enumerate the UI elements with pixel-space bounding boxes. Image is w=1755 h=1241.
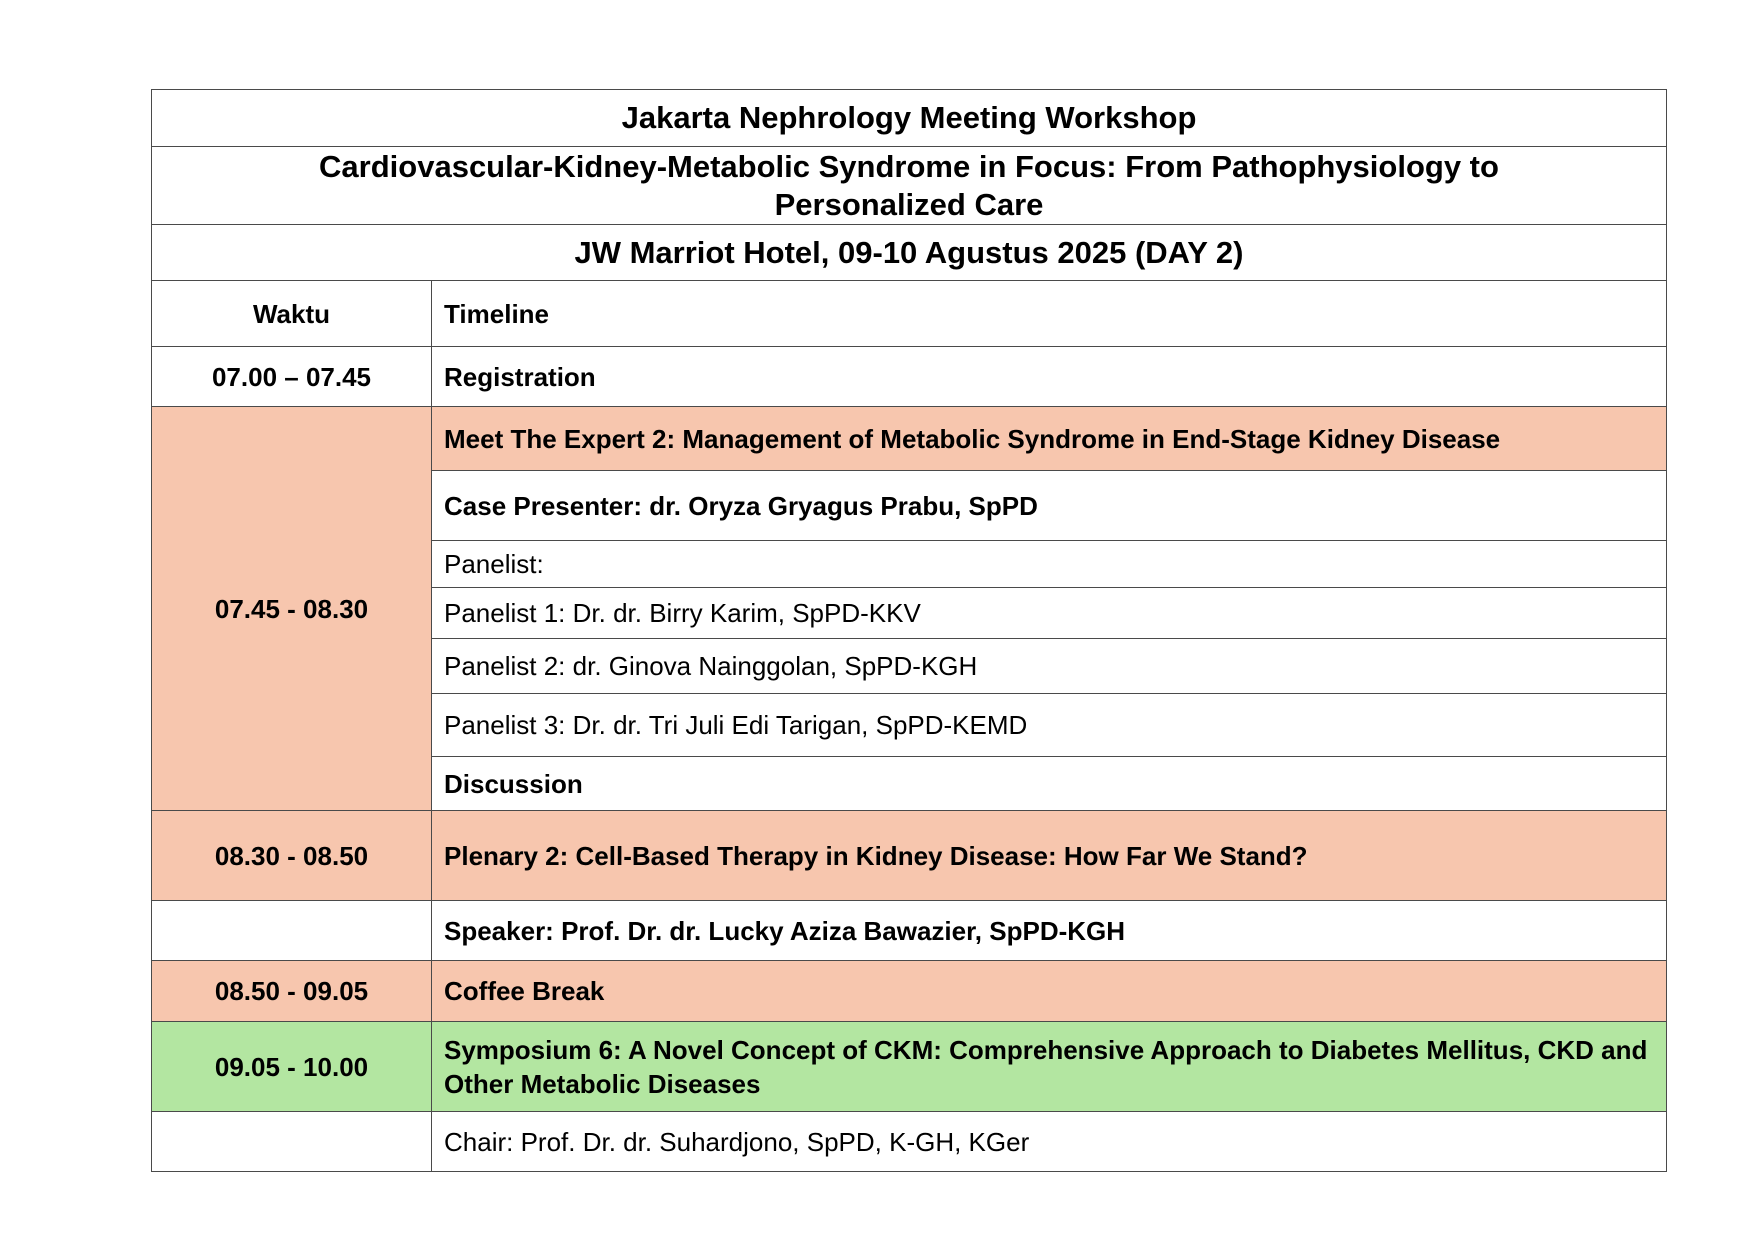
table-row bbox=[152, 1022, 1667, 1112]
time-cell-empty bbox=[152, 1112, 432, 1172]
session-coffee-break: Coffee Break bbox=[432, 961, 1667, 1022]
case-presenter: Case Presenter: dr. Oryza Gryagus Prabu, SpPD bbox=[432, 471, 1667, 541]
venue-row bbox=[152, 225, 1667, 281]
workshop-title: Jakarta Nephrology Meeting Workshop bbox=[152, 90, 1667, 147]
column-header-row bbox=[152, 281, 1667, 347]
discussion: Discussion bbox=[432, 757, 1667, 811]
table-row bbox=[152, 811, 1667, 901]
column-header-timeline: Timeline bbox=[432, 281, 1667, 347]
table-row bbox=[152, 961, 1667, 1022]
panelist-heading: Panelist: bbox=[432, 541, 1667, 588]
table-row bbox=[152, 347, 1667, 407]
column-header-time: Waktu bbox=[152, 281, 432, 347]
venue-date: JW Marriot Hotel, 09-10 Agustus 2025 (DAY 2) bbox=[152, 225, 1667, 281]
schedule-table bbox=[151, 89, 1667, 1172]
plenary-speaker: Speaker: Prof. Dr. dr. Lucky Aziza Bawazier, SpPD-KGH bbox=[432, 901, 1667, 961]
subtitle-row bbox=[152, 147, 1667, 225]
panelist-item: Panelist 1: Dr. dr. Birry Karim, SpPD-KKV bbox=[432, 588, 1667, 639]
panelist-item: Panelist 3: Dr. dr. Tri Juli Edi Tarigan, SpPD-KEMD bbox=[432, 694, 1667, 757]
session-registration: Registration bbox=[432, 347, 1667, 407]
time-cell: 08.30 - 08.50 bbox=[152, 811, 432, 901]
session-plenary: Plenary 2: Cell-Based Therapy in Kidney Disease: How Far We Stand? bbox=[432, 811, 1667, 901]
session-symposium: Symposium 6: A Novel Concept of CKM: Comprehensive Approach to Diabetes Mellitus, CKD and Other Metabolic Diseases bbox=[432, 1022, 1667, 1112]
time-cell: 07.00 – 07.45 bbox=[152, 347, 432, 407]
panelist-item: Panelist 2: dr. Ginova Nainggolan, SpPD-KGH bbox=[432, 639, 1667, 694]
workshop-subtitle: Cardiovascular-Kidney-Metabolic Syndrome in Focus: From Pathophysiology to Personalized Care bbox=[152, 147, 1667, 225]
time-cell: 07.45 - 08.30 bbox=[152, 407, 432, 811]
time-cell: 09.05 - 10.00 bbox=[152, 1022, 432, 1112]
title-row bbox=[152, 90, 1667, 147]
table-row bbox=[152, 407, 1667, 471]
time-cell: 08.50 - 09.05 bbox=[152, 961, 432, 1022]
table-row bbox=[152, 901, 1667, 961]
session-meet-the-expert: Meet The Expert 2: Management of Metabolic Syndrome in End-Stage Kidney Disease bbox=[432, 407, 1667, 471]
time-cell-empty bbox=[152, 901, 432, 961]
table-row bbox=[152, 1112, 1667, 1172]
symposium-chair: Chair: Prof. Dr. dr. Suhardjono, SpPD, K-GH, KGer bbox=[432, 1112, 1667, 1172]
